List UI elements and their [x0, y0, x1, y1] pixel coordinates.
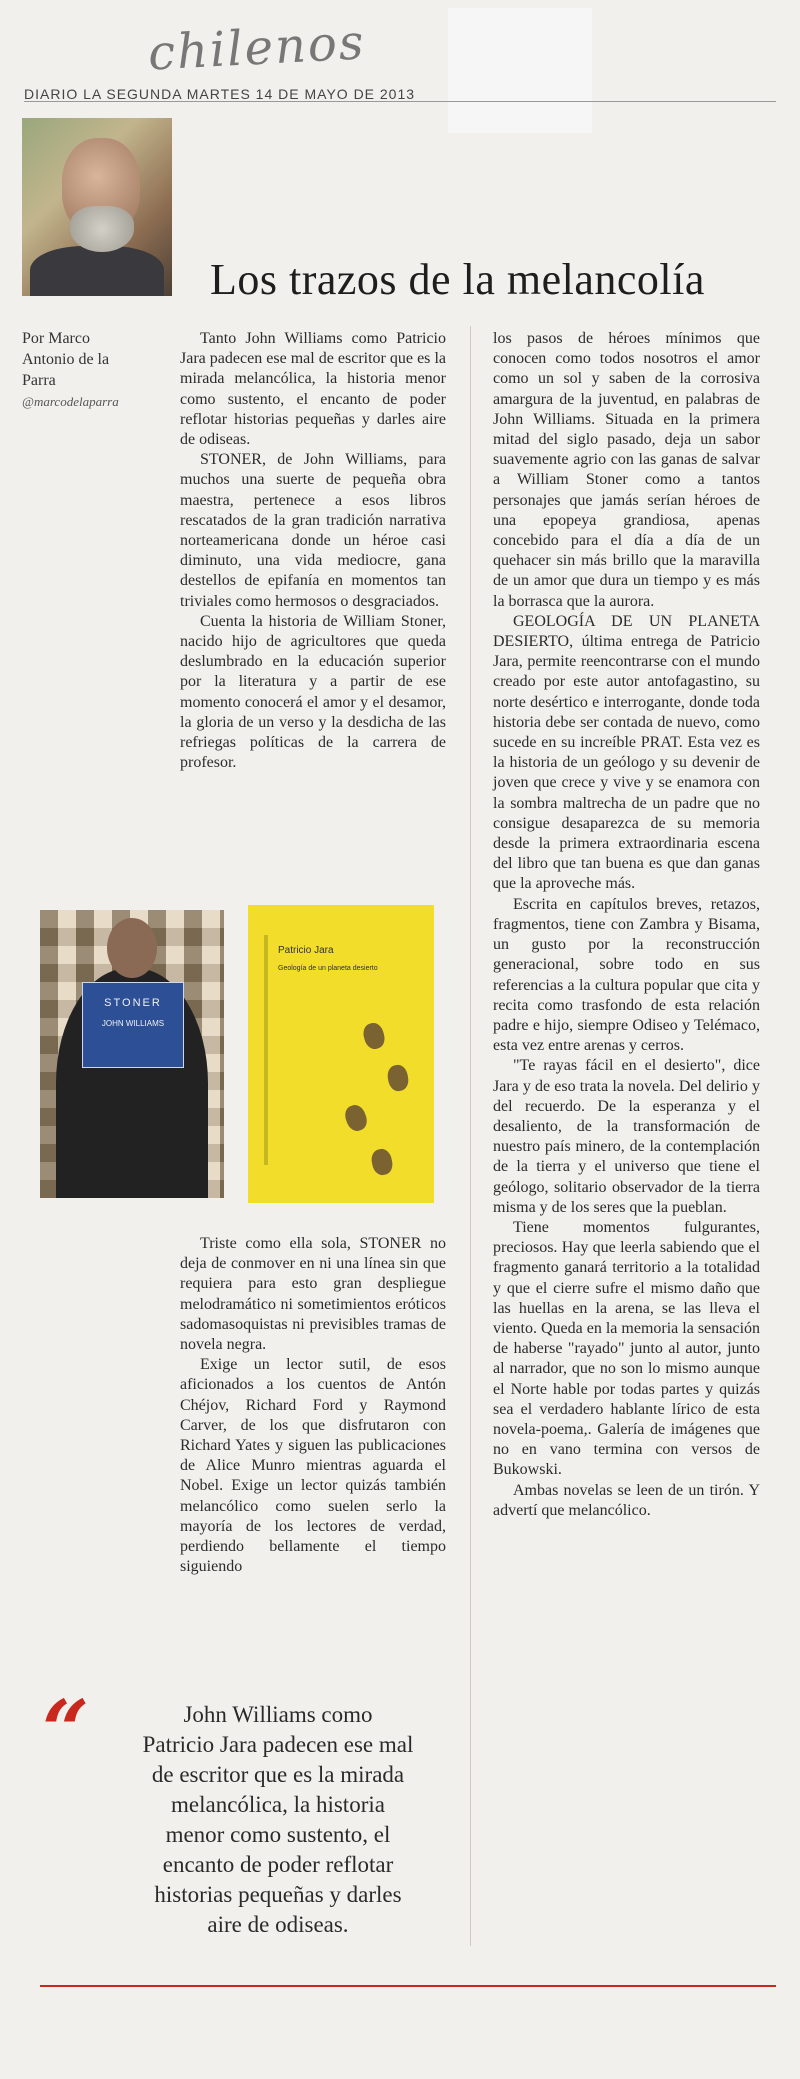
article-column-2: [493, 329, 760, 1521]
cover-strip: [264, 935, 268, 1165]
footprint-icon: [370, 1147, 395, 1177]
paragraph: Tiene momentos fulgurantes, preciosos. Hay que leerla sabiendo que el fragmento ganará territorio a la totalidad y que el cierre sufre el mismo daño que las huellas en la arena, se las lleva el viento. Queda en la memoria la sensación de haberse "rayado" junto al autor, junto al narrador, que no son lo mismo aunque el Norte hable por todas partes y quizás sea el verdadero hablante lírico de esta novela-poema,. Galería de imágenes que no en vano termina con versos de Bukowski.: [493, 1218, 761, 1479]
paragraph: Cuenta la historia de William Stoner, nacido hijo de agricultores que queda deslumbrado en la educación superior por la literatura y a partir de ese momento conocerá el amor y el desamor, la gloria de un verso y la desdicha de las refriegas políticas de la carrera de profesor.: [180, 612, 446, 772]
quote-mark-icon: “: [42, 1683, 90, 1779]
pull-quote-line: John Williams como: [183, 1702, 373, 1727]
redacted-area: [448, 8, 592, 133]
pull-quote-line: de escritor que es la mirada: [151, 1762, 405, 1787]
paragraph: "Te rayas fácil en el desierto", dice Jara y de eso trata la novela. Del delirio y del recuerdo. De la esperanza y el desaliento, de la transformación de nuestro país minero, de la contemplación de la tierra y el universo que tiene el geólogo, solitario observador de la tierra misma y de los seres que la pueblan.: [493, 1057, 760, 1216]
paragraph: Exige un lector sutil, de esos aficionados a los cuentos de Antón Chéjov, Richard Ford y Raymond Carver, de los que disfrutaron con Richard Yates y siguen las publicaciones de Alice Munro mientras aguarda el Nobel. Exige un lector quizás también melancólico como suelen serlo la mayoría de los lectores de verdad, perdiendo bellamente el tiempo siguiendo: [180, 1356, 446, 1576]
footprint-icon: [342, 1102, 370, 1133]
geologia-cover-title: Geología de un planeta desierto: [278, 965, 378, 972]
geologia-cover-author: Patricio Jara: [278, 945, 334, 956]
pull-quote-line: melancólica, la historia: [171, 1792, 385, 1817]
stoner-book-image: [40, 910, 224, 1198]
stoner-cover-title: STONER: [104, 997, 162, 1009]
headline: Los trazos de la melancolía: [210, 255, 705, 304]
figure-head: [107, 918, 157, 978]
pull-quote-line: aire de odiseas.: [207, 1912, 349, 1937]
geologia-book-cover: [248, 905, 434, 1203]
pull-quote-line: encanto de poder reflotar: [162, 1852, 394, 1877]
paragraph: Escrita en capítulos breves, retazos, fragmentos, tiene con Zambra y Bisama, un gusto por la reconstrucción generacional, sobre todo en sus referencias a la cultura popular que cita y recita como trasfondo de esta relación padre e hijo, siempre Odiseo y Telémaco, esta vez entre arenas y cerros.: [493, 895, 760, 1055]
byline-line: Por Marco: [22, 330, 90, 347]
photo-suit: [30, 246, 164, 296]
paragraph: Tanto John Williams como Patricio Jara padecen ese mal de escritor que es la mirada melancólica, la historia menor como sustento, el encanto de poder reflotar historias pequeñas y darles aire de odiseas.: [180, 330, 446, 449]
bottom-rule: [40, 1985, 776, 1987]
paragraph: STONER, de John Williams, para muchos una suerte de pequeña obra maestra, pertenece a esos libros rescatados de la gran tradición narrativa norteamericana donde un héroe casi diminuto, una vida mediocre, gana destellos de epifanía en momentos tan triviales como hermosos o desgraciados.: [180, 451, 446, 610]
column-divider: [470, 326, 471, 1946]
pull-quote-line: menor como sustento, el: [165, 1822, 391, 1847]
pull-quote-line: Patricio Jara padecen ese mal: [142, 1732, 414, 1757]
byline-handle: @marcodelaparra: [22, 394, 119, 409]
paragraph: GEOLOGÍA DE UN PLANETA DESIERTO, última entrega de Patricio Jara, permite reencontrarse con el mundo creado por este autor antofagastino, su norte desértico e interrogante, donde toda historia debe ser contada de nuevo, como sucede en su increíble PRAT. Esta vez es la historia de un geólogo y su devenir de joven que crece y vive y se enamora con la sombra maltrecha de un padre que no consigue desaparezca de su memoria desde la primera extraordinaria escena del libro que tan buena es que dan ganas que la aproveche más.: [493, 612, 760, 893]
byline-line: Antonio de la: [22, 351, 110, 368]
paragraph: los pasos de héroes mínimos que conocen como todos nosotros el amor como un sol y saben de la corrosiva amargura de la juventud, en palabras de John Williams. Situada en la primera mitad del siglo pasado, deja un sabor suavemente agrio con las ganas de salvar a William Stoner como a tantos personajes que jamás serían héroes de una epopeya grandiosa, apenas concebido para el día a día de un quehacer sin más brillo que la maravilla de un amor que dura un tiempo y es más la borrasca que la aurora.: [493, 330, 760, 610]
byline-line: Parra: [22, 372, 56, 389]
article-column-1b: [180, 1234, 446, 1577]
footprint-icon: [361, 1021, 387, 1051]
handwritten-note: chilenos: [146, 14, 367, 82]
masthead: DIARIO LA SEGUNDA MARTES 14 DE MAYO DE 2013: [24, 86, 416, 102]
paragraph: Triste como ella sola, STONER no deja de conmover en ni una línea sin que requiera para esto gran despliegue melodramático ni sometimientos eróticos sadomasoquistas ni previsibles tramas de novela negra.: [180, 1235, 446, 1354]
byline: [22, 328, 152, 412]
paragraph: Ambas novelas se leen de un tirón. Y advertí que melancólico.: [493, 1481, 760, 1519]
stoner-cover-panel: [82, 982, 184, 1068]
top-rule: [24, 101, 776, 102]
footprint-icon: [386, 1063, 410, 1092]
author-photo: [22, 118, 172, 296]
stoner-cover-subtitle: JOHN WILLIAMS: [101, 1019, 165, 1028]
pull-quote-line: historias pequeñas y darles: [154, 1882, 402, 1907]
photo-beard: [70, 206, 134, 252]
article-column-1: [180, 329, 446, 773]
pull-quote: [118, 1700, 438, 1940]
